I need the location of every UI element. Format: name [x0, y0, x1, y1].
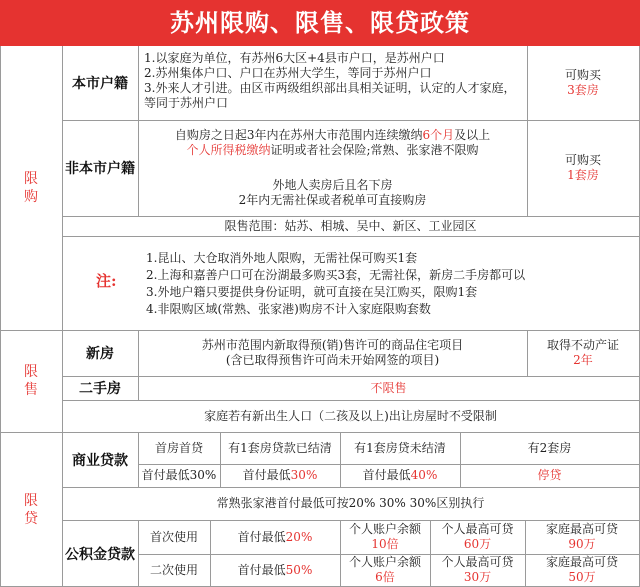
cell-value: 10倍 — [371, 537, 399, 551]
rule-line: 苏州市范围内新取得预(销)售许可的商品住宅项目 — [201, 338, 464, 352]
page-title: 苏州限购、限售、限贷政策 — [0, 0, 640, 46]
provident-account-multiple — [340, 554, 430, 586]
rule-text: 自购房之日起3年内在苏州大市范围内连续缴纳 — [174, 128, 423, 142]
commercial-loan-suspended: 停贷 — [537, 468, 562, 482]
cell-value: 60万 — [463, 537, 492, 551]
second-hand-status: 不限售 — [370, 380, 407, 395]
rule-line — [140, 128, 525, 143]
commercial-header: 有1套房贷未结清 — [354, 440, 446, 455]
provident-fund-label: 公积金贷款 — [65, 546, 135, 563]
provident-family-max — [525, 520, 639, 554]
family-birth-exemption: 家庭若有新出生人口（二孩及以上)出让房屋时不受限制 — [204, 408, 497, 423]
label-divider — [138, 46, 139, 216]
category-char: 购 — [24, 189, 38, 205]
limit-value: 1套房 — [567, 168, 599, 182]
years-value: 2年 — [573, 353, 593, 367]
note-item: 4.非限购区域(常熟、张家港)购房不计入家庭限购套数 — [146, 302, 431, 316]
regional-down-payment-note: 常熟张家港首付最低可按20% 30% 30%区别执行 — [216, 496, 485, 510]
rule-line: 等同于苏州户口 — [144, 96, 229, 110]
rule-line: 3.外来人才引进。由区市两级组织部出具相关证明，认定的人才家庭， — [144, 81, 516, 95]
cell-value: 90万 — [568, 537, 596, 551]
note-item: 2.上海和嘉善户口可在汾湖最多购买3套，无需社保，新房二手房都可以 — [146, 268, 526, 282]
down-payment-value: 40% — [410, 468, 438, 482]
new-house-lock-period — [527, 330, 639, 376]
cell-label: 家庭最高可贷 — [545, 522, 618, 536]
cell-label: 个人账户余额 — [348, 555, 421, 569]
category-loan-limit — [0, 432, 62, 587]
rule-highlight: 6个月 — [422, 128, 455, 142]
down-payment-prefix: 首付最低 — [237, 529, 286, 544]
cell-value: 6倍 — [375, 570, 395, 584]
limit-value: 3套房 — [567, 83, 599, 97]
can-buy-text: 可购买 — [564, 68, 601, 82]
rule-line: 外地人卖房后且名下房 — [272, 178, 393, 192]
rule-line: 2年内无需社保或者税单可直接购房 — [238, 193, 427, 207]
category-char: 限 — [24, 171, 38, 187]
down-payment-prefix: 首付最低 — [362, 468, 411, 482]
cert-text: 取得不动产证 — [546, 338, 619, 352]
commercial-header: 有2套房 — [527, 440, 572, 455]
rule-line: (含已取得预售许可尚未开始网签的项目) — [225, 353, 440, 367]
category-char: 贷 — [24, 510, 38, 527]
can-buy-text: 可购买 — [564, 153, 601, 167]
note-item: 1.昆山、大仓取消外地人限购，无需社保可购买1套 — [146, 251, 418, 265]
cell-value: 30万 — [463, 570, 492, 584]
rule-text: 证明或者社会保险;常熟、张家港不限购 — [270, 143, 479, 157]
down-payment-prefix: 首付最低 — [242, 468, 291, 482]
provident-personal-max — [430, 554, 525, 586]
down-payment-prefix: 首付最低 — [237, 562, 286, 577]
restricted-scope: 限售范围：姑苏、相城、吴中、新区、工业园区 — [224, 218, 477, 233]
provident-down-payment — [210, 554, 340, 586]
commercial-down-payment: 首付最低30% — [141, 468, 217, 482]
category-char: 限 — [24, 492, 38, 509]
rule-highlight: 个人所得税缴纳 — [186, 143, 271, 157]
provident-account-multiple — [340, 520, 430, 554]
rule-line: 2.苏州集体户口、户口在苏州大学生，等同于苏州户口 — [144, 66, 432, 80]
commercial-header: 有1套房贷款已结清 — [228, 440, 332, 455]
nonlocal-purchase-limit — [527, 120, 639, 216]
down-payment-value: 20% — [285, 529, 313, 544]
cell-label: 个人最高可贷 — [441, 555, 514, 569]
cell-label: 个人账户余额 — [348, 522, 421, 536]
commercial-down-payment — [220, 464, 340, 487]
provident-down-payment — [210, 520, 340, 554]
provident-use: 首次使用 — [149, 529, 198, 544]
provident-use: 二次使用 — [149, 562, 198, 577]
cell-value: 50万 — [568, 570, 596, 584]
rule-line — [140, 143, 525, 158]
rule-line: 1.以家庭为单位，有苏州6大区+4县市户口，是苏州户口 — [144, 51, 445, 65]
local-resident-label: 本市户籍 — [72, 76, 128, 92]
down-payment-value: 30% — [290, 468, 318, 482]
note-item: 3.外地户籍只要提供身份证明，就可直接在吴江购买，限购1套 — [146, 285, 478, 299]
category-char: 限 — [24, 364, 38, 380]
provident-family-max — [525, 554, 639, 586]
category-sale-limit — [0, 330, 62, 432]
new-house-rule — [138, 330, 527, 376]
down-payment-value: 50% — [285, 562, 313, 577]
notes-list — [146, 250, 636, 318]
local-purchase-limit — [527, 46, 639, 120]
notes-label: 注: — [96, 272, 117, 290]
commercial-header: 首房首贷 — [154, 440, 203, 455]
category-purchase-limit — [0, 46, 62, 330]
category-char: 售 — [24, 382, 38, 398]
local-resident-rules — [144, 51, 524, 111]
nonlocal-resident-rules — [140, 128, 525, 208]
new-house-label: 新房 — [86, 346, 114, 362]
commercial-down-payment — [340, 464, 460, 487]
nonlocal-resident-label: 非本市户籍 — [65, 161, 135, 177]
provident-personal-max — [430, 520, 525, 554]
second-hand-label: 二手房 — [79, 381, 121, 397]
row-divider — [62, 236, 639, 237]
rule-text: 及以上 — [454, 128, 491, 142]
commercial-loan-label: 商业贷款 — [72, 452, 128, 469]
cell-label: 个人最高可贷 — [441, 522, 514, 536]
spacer — [140, 158, 525, 178]
cell-label: 家庭最高可贷 — [545, 555, 618, 569]
